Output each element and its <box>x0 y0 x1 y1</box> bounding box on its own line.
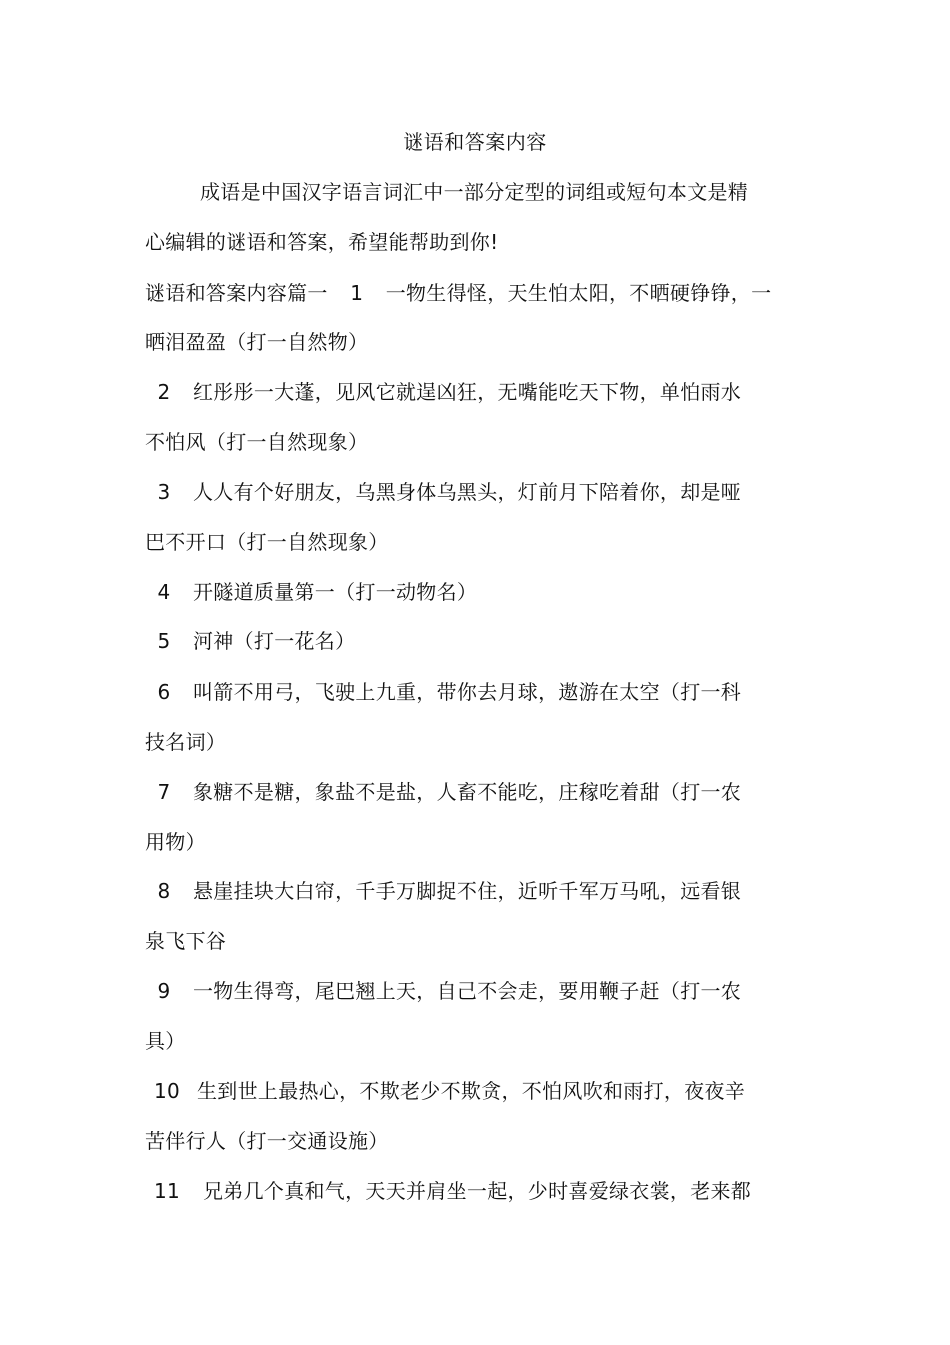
riddle-7-first-line <box>145 777 741 807</box>
riddle-7-second-line: 用物） <box>145 830 206 854</box>
riddle-number: 1 <box>350 281 364 305</box>
riddle-text: 人人有个好朋友，乌黑身体乌黑头，灯前月下陪着你，却是哑 <box>193 480 742 504</box>
riddle-11-first-line <box>145 1176 751 1206</box>
riddle-text: 河神（打一花名） <box>193 629 356 653</box>
riddle-8-first-line <box>145 876 741 906</box>
riddle-6-first-line <box>145 677 741 707</box>
riddle-number: 11 <box>153 1179 181 1203</box>
riddle-number: 3 <box>157 480 171 504</box>
riddle-number: 5 <box>157 629 171 653</box>
riddle-2-second-line: 不怕风（打一自然现象） <box>145 430 369 454</box>
riddle-5-line <box>145 626 355 656</box>
riddle-number: 8 <box>157 879 171 903</box>
riddle-4-line <box>145 577 477 607</box>
riddle-text: 一物生得怪，天生怕太阳，不晒硬铮铮，一 <box>385 281 772 305</box>
riddle-text: 叫箭不用弓，飞驶上九重，带你去月球，遨游在太空（打一科 <box>193 680 742 704</box>
riddle-3-second-line: 巴不开口（打一自然现象） <box>145 530 389 554</box>
riddle-text: 生到世上最热心，不欺老少不欺贪，不怕风吹和雨打，夜夜辛 <box>197 1079 746 1103</box>
intro-line-2: 心编辑的谜语和答案，希望能帮助到你! <box>145 230 499 254</box>
riddle-8-second-line: 泉飞下谷 <box>145 929 227 953</box>
riddle-number: 2 <box>157 380 171 404</box>
riddle-1-first-line <box>145 278 771 308</box>
document-title: 谜语和答案内容 <box>403 130 547 154</box>
riddle-text: 开隧道质量第一（打一动物名） <box>193 580 478 604</box>
riddle-text: 红彤彤一大蓬，见风它就逞凶狂，无嘴能吃天下物，单怕雨水 <box>193 380 742 404</box>
riddle-10-second-line: 苦伴行人（打一交通设施） <box>145 1129 389 1153</box>
riddle-number: 4 <box>157 580 171 604</box>
riddle-2-first-line <box>145 377 741 407</box>
intro-line-1: 成语是中国汉字语言词汇中一部分定型的词组或短句本文是精 <box>200 180 749 204</box>
riddle-text: 兄弟几个真和气，天天并肩坐一起，少时喜爱绿衣裳，老来都 <box>203 1179 752 1203</box>
riddle-number: 6 <box>157 680 171 704</box>
riddle-number: 9 <box>157 979 171 1003</box>
riddle-9-first-line <box>145 976 741 1006</box>
riddle-number: 7 <box>157 780 171 804</box>
riddle-1-second-line: 晒泪盈盈（打一自然物） <box>145 330 369 354</box>
riddle-number: 10 <box>153 1079 181 1103</box>
riddle-text: 象糖不是糖，象盐不是盐，人畜不能吃，庄稼吃着甜（打一农 <box>193 780 742 804</box>
section-heading: 谜语和答案内容篇一 <box>145 281 328 305</box>
riddle-9-second-line: 具） <box>145 1029 186 1053</box>
riddle-text: 悬崖挂块大白帘，千手万脚捉不住，近听千军万马吼，远看银 <box>193 879 742 903</box>
riddle-6-second-line: 技名词） <box>145 730 227 754</box>
riddle-3-first-line <box>145 477 741 507</box>
riddle-10-first-line <box>145 1076 745 1106</box>
riddle-text: 一物生得弯，尾巴翘上天，自己不会走，要用鞭子赶（打一农 <box>193 979 742 1003</box>
